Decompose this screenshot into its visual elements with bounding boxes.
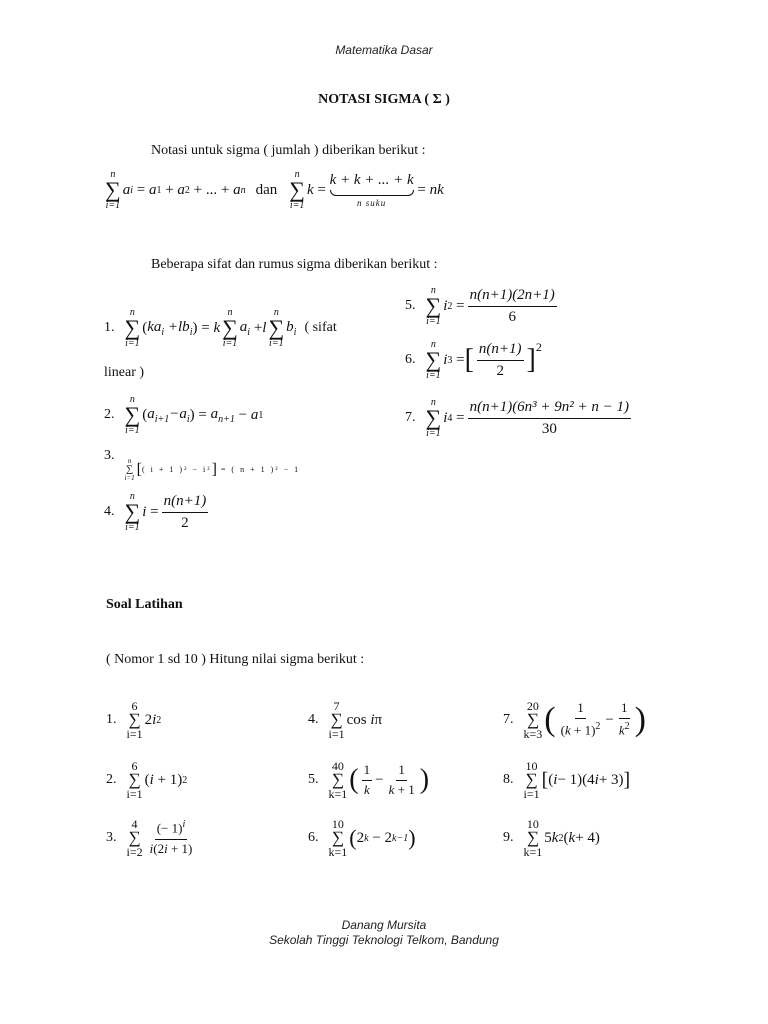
- exercise-1: 1. 6 ∑ i=1 2 i 2: [106, 699, 162, 742]
- exercise-9: 9. 10 ∑ k=1 5 k 2 ( k + 4): [503, 817, 600, 860]
- page-title: NOTASI SIGMA ( Σ ): [318, 92, 450, 107]
- property-5: 5. n ∑ i=1 i 2 = $\frac{n(n+1)(2n+1)}{6}$: [405, 285, 555, 327]
- exercise-6: 6. 10 ∑ k=1 ( 2 k − 2 k−1 ): [308, 817, 416, 860]
- exercise-4: 4. 7 ∑ i=1 cos i π: [308, 699, 383, 742]
- definition-formula: n ∑ i=1 a i = a 1 + a 2 + ... + a n dan n ∑ i=1 k = k + k + ... + k n suku = nk: [105, 169, 444, 211]
- property-note: ( sifat: [304, 320, 337, 336]
- property-3: 3. n ∑ i=1 [ ( i + 1 )² − i² ] = ( n + 1 )² − 1: [104, 448, 301, 482]
- exercise-7: 7. 20 ∑ k=3 ( $\frac{1}{(k + 1)^2}$ − $\frac{1}{k^2}$ ): [503, 699, 646, 742]
- property-1-note-cont: linear ): [104, 365, 145, 380]
- exercise-5: 5. 40 ∑ k=1 ( $\frac{1}{k}$ − $\frac{1}{k + 1}$ ): [308, 759, 430, 802]
- expansion: k + k + ... + k: [329, 172, 414, 189]
- exercises-heading: Soal Latihan: [106, 597, 183, 612]
- properties-intro: Beberapa sifat dan rumus sigma diberikan berikut :: [151, 257, 438, 272]
- footer-author: Danang Mursita: [341, 918, 427, 932]
- property-4: 4. n ∑ i=1 i = $\frac{n(n+1)}{2}$: [104, 491, 207, 533]
- property-7: 7. n ∑ i=1 i 4 = $\frac{\text{n(n+1)(6n³ + 9n² + n − 1)}}{30}$: [405, 397, 630, 439]
- exercise-3: 3. 4 ∑ i=2 $\frac{(- 1)^i}{i(2i + 1)}$: [106, 817, 193, 860]
- connector-text: dan: [255, 181, 278, 198]
- property-6: 6. n ∑ i=1 i 3 = [ $\frac{n(n+1)}{2}$ ] $^2$: [405, 339, 542, 381]
- brace-label: n suku: [357, 198, 387, 209]
- exercise-2: 2. 6 ∑ i=1 ( i + 1) 2: [106, 759, 188, 802]
- exercises-intro: ( Nomor 1 sd 10 ) Hitung nilai sigma berikut :: [106, 652, 365, 667]
- exercise-8: 8. 10 ∑ i=1 [ ( i − 1)(4 i + 3) ]: [503, 759, 631, 802]
- property-1: 1. n ∑ i=1 ( $ka_i +lb_i$ ) = k n ∑ i=1 $a_i$ + l n ∑ i=1 $b_i$ ( sifat: [104, 307, 337, 349]
- running-header: Matematika Dasar: [335, 43, 433, 57]
- footer-institution: Sekolah Tinggi Teknologi Telkom, Bandung: [269, 933, 499, 947]
- property-2: 2. n ∑ i=1 ( $a_{i+1}-a_i$ ) = $a_{n+1}$ − a 1: [104, 394, 264, 436]
- intro-text: Notasi untuk sigma ( jumlah ) diberikan berikut :: [151, 143, 426, 158]
